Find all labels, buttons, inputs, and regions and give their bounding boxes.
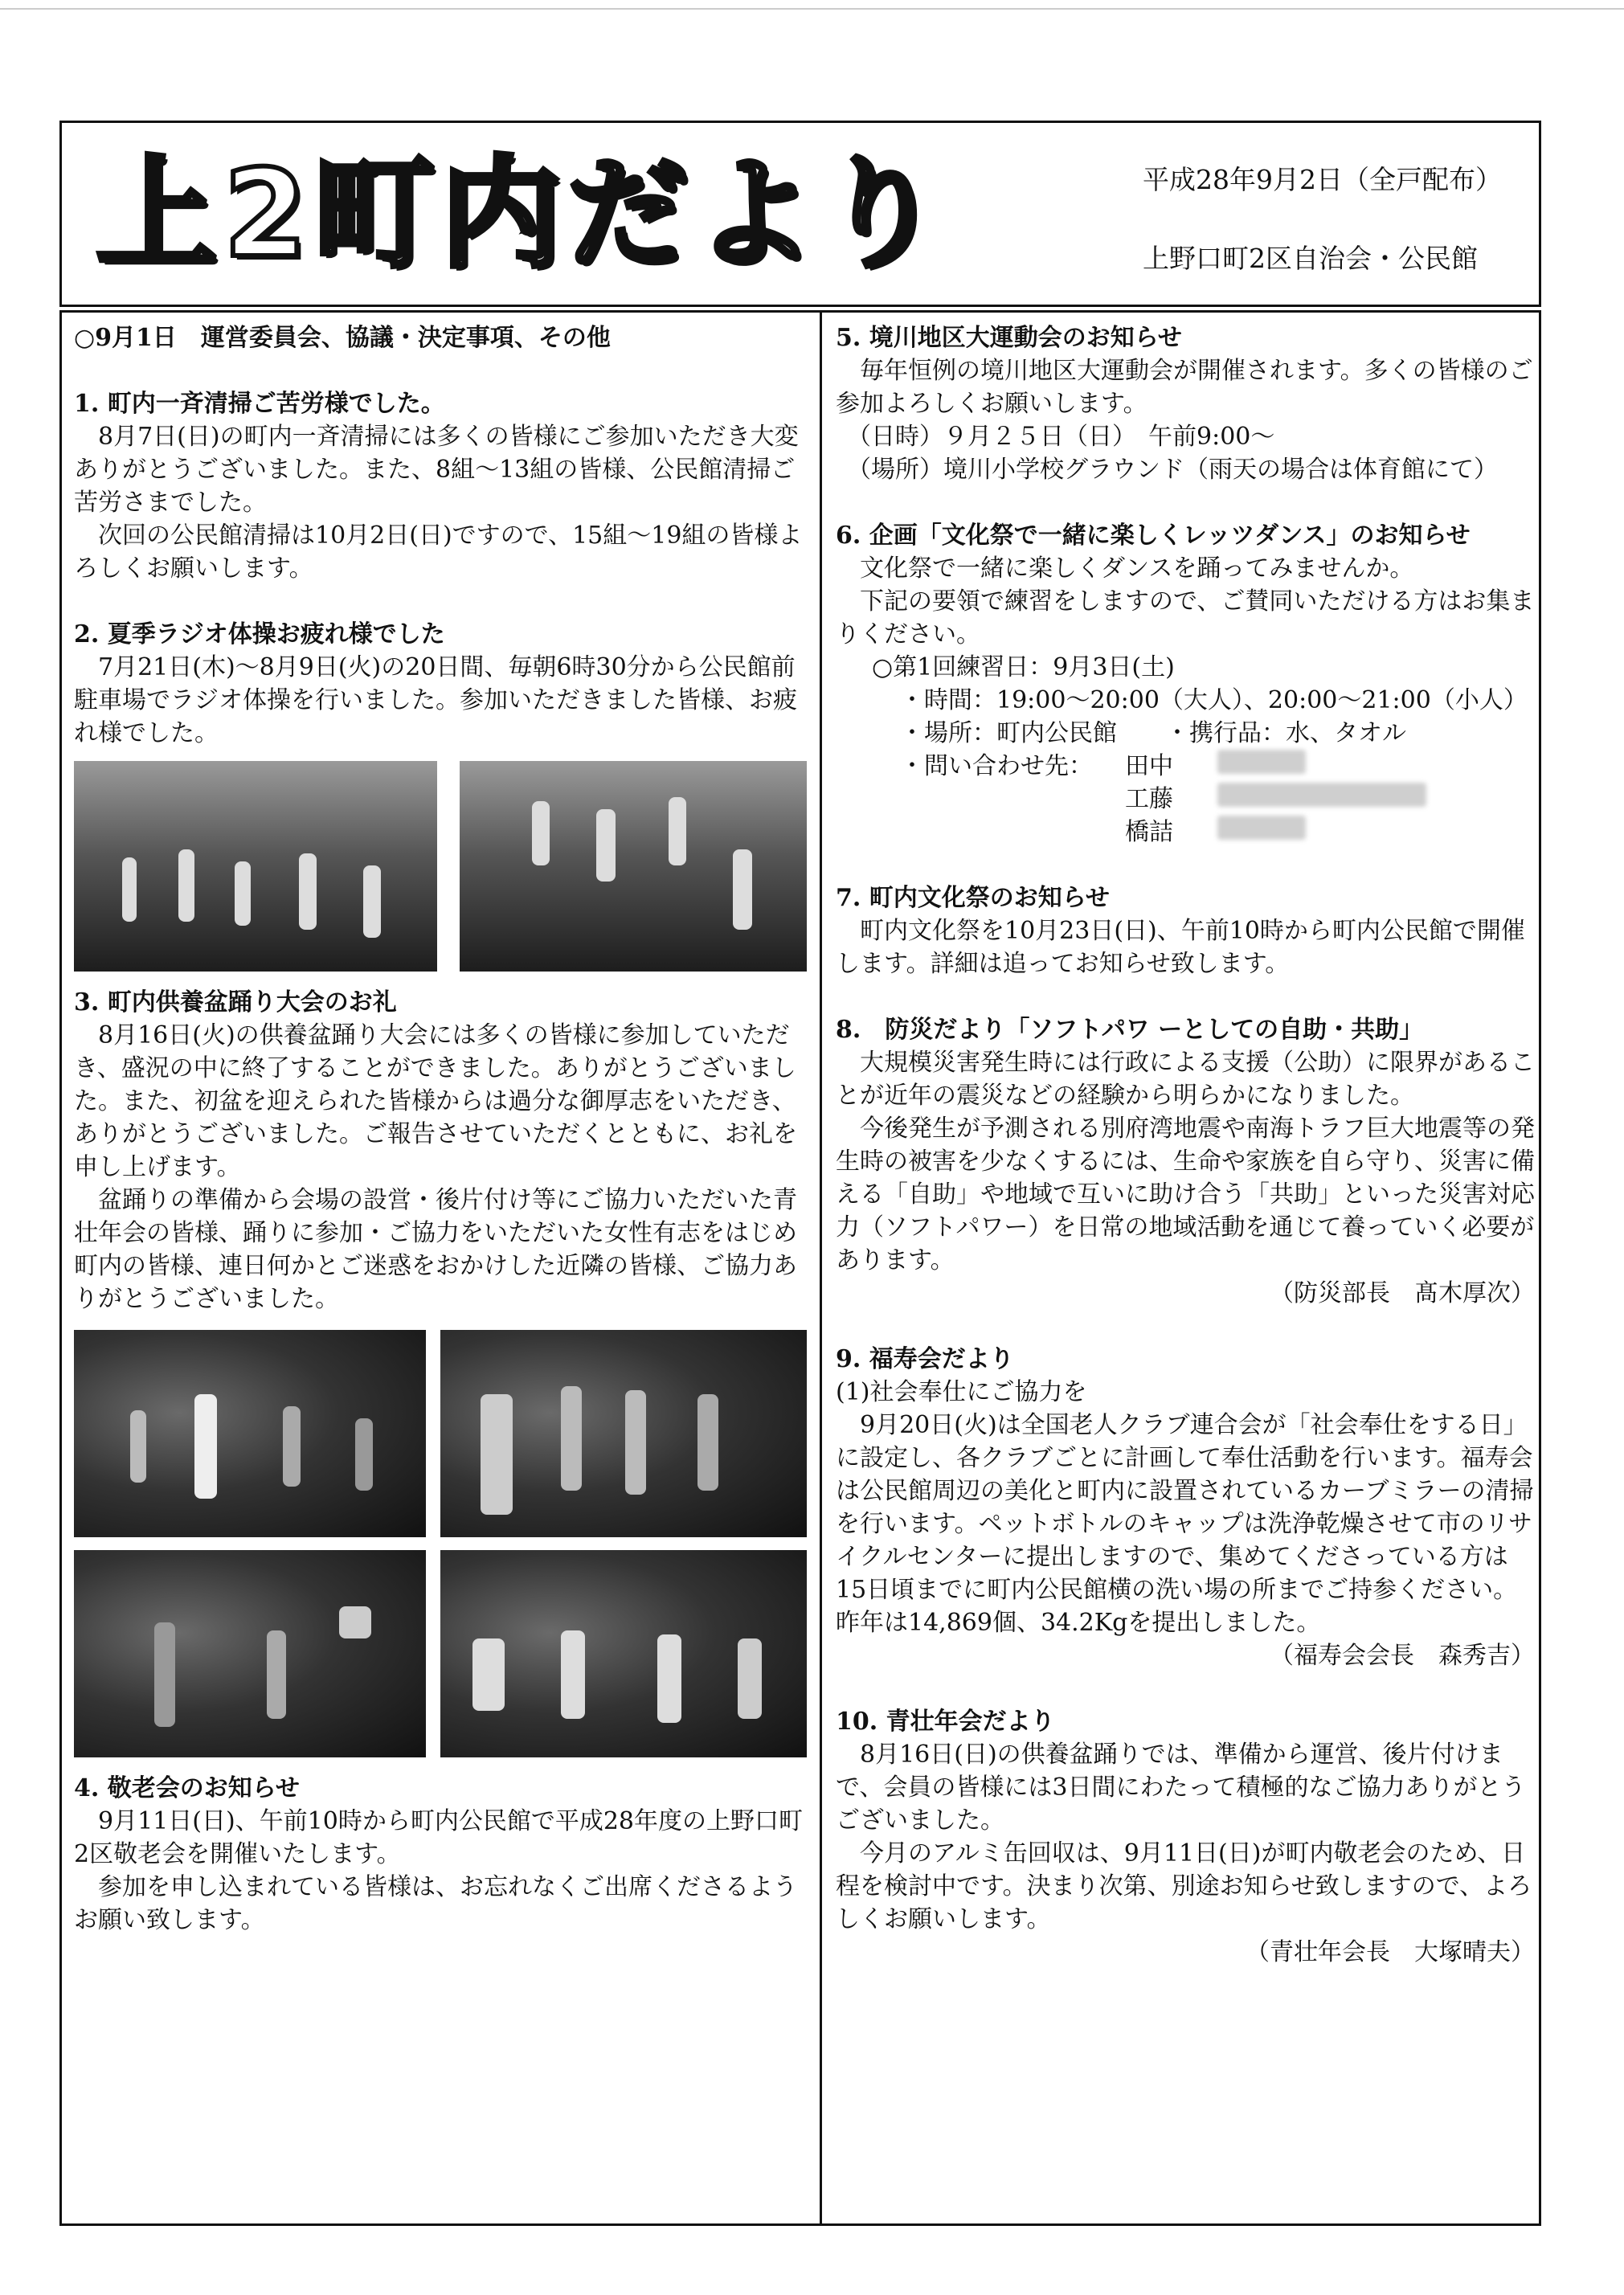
redacted-phone-2 <box>1217 783 1426 807</box>
section-6-contact-2 <box>836 783 1535 816</box>
bon-dance-photos-row-1 <box>74 1330 807 1537</box>
section-10-para-2: 今月のアルミ缶回収は、9月11日(日)が町内敬老会のため、日程を検討中です。決まり次第、別途お知らせ致しますので、よろしくお願いします。 <box>836 1839 1532 1933</box>
section-4-para-2: 参加を申し込まれている皆様は、お忘れなくご出席くださるようお願い致します。 <box>74 1873 797 1934</box>
section-8-para-1: 大規模災害発生時には行政による支援（公助）に限界があることが近年の震災などの経験から明らかになりました。 <box>836 1049 1535 1110</box>
left-column <box>74 321 807 1937</box>
section-5-where: （場所）境川小学校グラウンド（雨天の場合は体育館にて） <box>847 456 1498 484</box>
masthead-title: 上2町内だより <box>96 145 949 284</box>
section-6-title: 6. 企画「文化祭で一緒に楽しくレッツダンス」のお知らせ <box>836 522 1471 550</box>
section-6-first-practice: ○第1回練習日：9月3日(土) <box>872 653 1175 681</box>
meeting-heading: ○9月1日 運営委員会、協議・決定事項、その他 <box>74 324 611 352</box>
column-divider <box>820 310 822 2226</box>
radio-exercise-photo-2 <box>460 761 807 972</box>
section-6-para-2: 下記の要領で練習をしますので、ご賛同いただける方はお集まりください。 <box>836 587 1535 648</box>
contact-name-1: 田中 <box>1125 752 1173 780</box>
section-5-title: 5. 境川地区大運動会のお知らせ <box>836 324 1182 352</box>
section-6-contact-3 <box>836 816 1535 849</box>
bon-dance-photo-4 <box>440 1550 807 1757</box>
section-10-para-1: 8月16日(日)の供養盆踊りでは、準備から運営、後片付けまで、会員の皆様には3日間にわたって積極的なご協力ありがとうございました。 <box>836 1741 1526 1835</box>
contact-name-3: 橋詰 <box>1125 818 1173 846</box>
bon-dance-photo-3 <box>74 1550 426 1757</box>
scan-edge <box>0 8 1624 10</box>
right-column <box>836 321 1535 1969</box>
section-6-contact-1 <box>836 750 1535 783</box>
section-1-title: 1. 町内一斉清掃ご苦労様でした。 <box>74 390 445 418</box>
redacted-phone-3 <box>1217 816 1306 840</box>
section-3-title: 3. 町内供養盆踊り大会のお礼 <box>74 988 397 1017</box>
section-3-para-2: 盆踊りの準備から会場の設営・後片付け等にご協力いただいた青壮年会の皆様、踊りに参加・ご協力をいただいた女性有志をはじめ町内の皆様、連日何かとご迷惑をおかけした近隣の皆様、ご協力ありがとうございました。 <box>74 1186 797 1313</box>
section-5-para-1: 毎年恒例の境川地区大運動会が開催されます。多くの皆様のご参加よろしくお願いします。 <box>836 357 1533 418</box>
section-8-title: 8. 防災だより「ソフトパワ ーとしての自助・共助」 <box>836 1016 1424 1044</box>
section-4-para-1: 9月11日(日)、午前10時から町内公民館で平成28年度の上野口町2区敬老会を開催いたします。 <box>74 1807 804 1868</box>
section-5-when: （日時）９月２５日（日） 午前9:00～ <box>847 423 1275 451</box>
contact-name-2: 工藤 <box>1125 785 1173 813</box>
radio-exercise-photo-1 <box>74 761 437 972</box>
bon-dance-photo-1 <box>74 1330 426 1537</box>
section-9-title: 9. 福寿会だより <box>836 1345 1014 1373</box>
section-9-signature: （福寿会会長 森秀吉） <box>1270 1642 1535 1670</box>
section-9-para-1: 9月20日(火)は全国老人クラブ連合会が「社会奉仕をする日」に設定し、各クラブごとに計画して奉仕活動を行います。福寿会は公民館周辺の美化と町内に設置されているカーブミラーの清掃を行います。ペットボトルのキャップは洗浄乾燥させて市のリサイクルセンターに提出しますので、集めてくださっている方は15日頃までに町内公民館横の洗い場の所までご持参ください。昨年は14,869個、34.2Kgを提出しました。 <box>836 1411 1534 1637</box>
section-8-para-2: 今後発生が予測される別府湾地震や南海トラフ巨大地震等の発生時の被害を少なくするには、生命や家族を自ら守り、災害に備える「自助」や地域で互いに助け合う「共助」といった災害対応力（ソフトパワー）を日常の地域活動を通じて養っていく必要があります。 <box>836 1115 1535 1274</box>
redacted-phone-1 <box>1217 750 1306 774</box>
section-2-title: 2. 夏季ラジオ体操お疲れ様でした <box>74 620 445 648</box>
section-10-title: 10. 青壮年会だより <box>836 1708 1055 1736</box>
radio-exercise-photos <box>74 761 807 972</box>
bon-dance-photo-2 <box>440 1330 807 1537</box>
section-1-para-2: 次回の公民館清掃は10月2日(日)ですので、15組～19組の皆様よろしくお願いします。 <box>74 522 803 583</box>
section-10-signature: （青壮年会長 大塚晴夫） <box>1246 1938 1535 1966</box>
section-6-para-1: 文化祭で一緒に楽しくダンスを踊ってみませんか。 <box>860 554 1414 583</box>
section-2-para-1: 7月21日(木)～8月9日(火)の20日間、毎朝6時30分から公民館前駐車場でラジオ体操を行いました。参加いただきました皆様、お疲れ様でした。 <box>74 653 797 747</box>
section-7-para-1: 町内文化祭を10月23日(日)、午前10時から町内公民館で開催します。詳細は追ってお知らせ致します。 <box>836 917 1525 978</box>
section-3-para-1: 8月16日(火)の供養盆踊り大会には多くの皆様に参加していただき、盛況の中に終了することができました。ありがとうございました。また、初盆を迎えられた皆様からは過分な御厚志をいただき、ありがとうございました。ご報告させていただくとともに、お礼を申し上げます。 <box>74 1021 797 1181</box>
section-6-time: ・時間：19:00～20:00（大人）、20:00～21:00（小人） <box>900 686 1528 714</box>
inquiry-label: ・問い合わせ先： <box>900 752 1093 780</box>
section-4-title: 4. 敬老会のお知らせ <box>74 1774 300 1802</box>
section-8-signature: （防災部長 髙木厚次） <box>1270 1279 1535 1307</box>
section-7-title: 7. 町内文化祭のお知らせ <box>836 884 1110 912</box>
section-6-place: ・場所：町内公民館 ・携行品：水、タオル <box>900 719 1406 747</box>
section-9-subtitle: (1)社会奉仕にご協力を <box>836 1378 1087 1406</box>
publisher: 上野口町2区自治会・公民館 <box>1143 243 1478 274</box>
section-1-para-1: 8月7日(日)の町内一斉清掃には多くの皆様にご参加いただき大変ありがとうございました。また、8組～13組の皆様、公民館清掃ご苦労さまでした。 <box>74 423 799 517</box>
bon-dance-photos-row-2 <box>74 1550 807 1757</box>
issue-date: 平成28年9月2日（全戸配布） <box>1143 164 1502 195</box>
